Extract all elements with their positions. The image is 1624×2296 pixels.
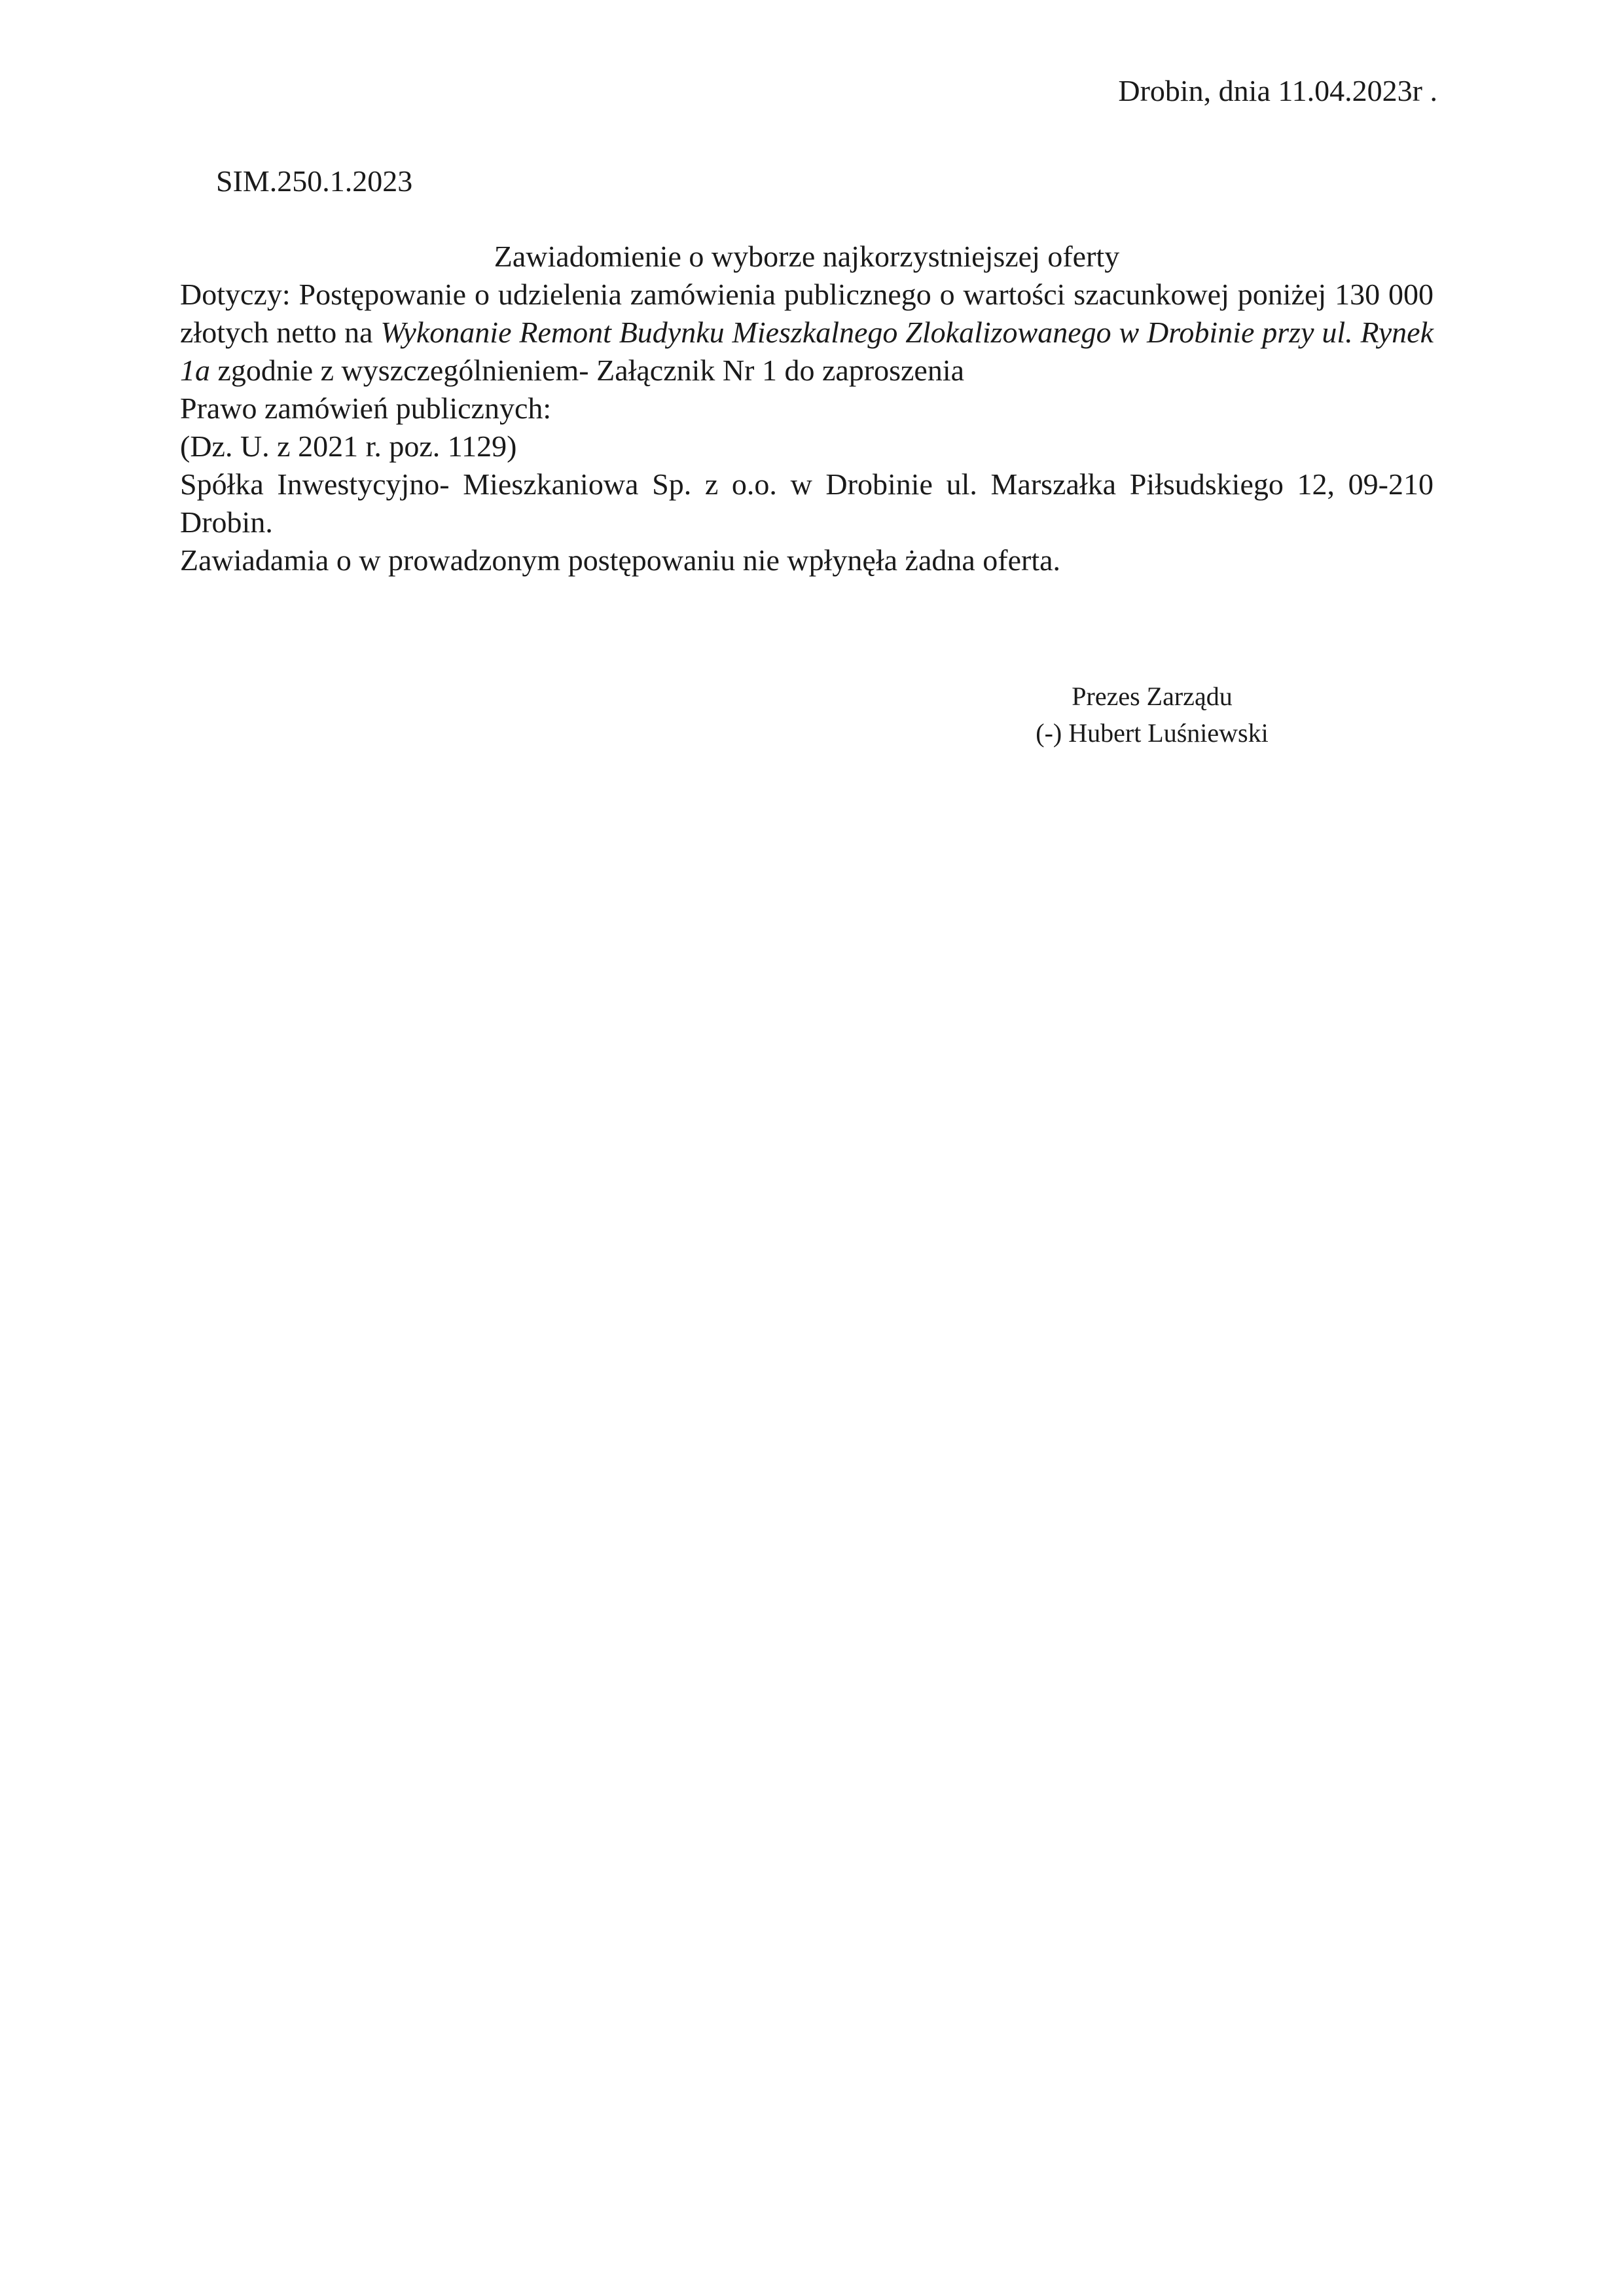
subject-text-end: zgodnie z wyszczególnieniem- Załącznik Nr 1 do zaproszenia	[210, 354, 965, 387]
company-line: Spółka Inwestycyjno- Mieszkaniowa Sp. z o.o. w Drobinie ul. Marszałka Piłsudskiego 12, 09-210 Drobin.	[180, 467, 1434, 539]
document-body	[180, 238, 1434, 579]
signature-role: Prezes Zarządu	[1072, 682, 1233, 711]
journal-line: (Dz. U. z 2021 r. poz. 1129)	[180, 429, 517, 463]
subject-italic-text: Wykonanie Remont Budynku Mieszkalnego Zlokalizowanego w Drobinie przy ul. Rynek 1a	[180, 316, 1434, 387]
subject-text-start: Dotyczy: Postępowanie o udzielenia zamówienia publicznego o wartości szacunkowej poniżej 130 000 złotych netto na	[180, 278, 1434, 349]
law-line: Prawo zamówień publicznych:	[180, 392, 552, 425]
notice-line: Zawiadamia o w prowadzonym postępowaniu nie wpłynęła żadna oferta.	[180, 543, 1061, 577]
signature-name: (-) Hubert Luśniewski	[1036, 718, 1269, 748]
document-title: Zawiadomienie o wyborze najkorzystniejszej oferty	[494, 240, 1120, 273]
place-date: Drobin, dnia 11.04.2023r .	[1118, 74, 1437, 107]
signature-block	[903, 678, 1401, 752]
reference-number: SIM.250.1.2023	[216, 164, 413, 198]
subject-paragraph	[180, 276, 1434, 390]
